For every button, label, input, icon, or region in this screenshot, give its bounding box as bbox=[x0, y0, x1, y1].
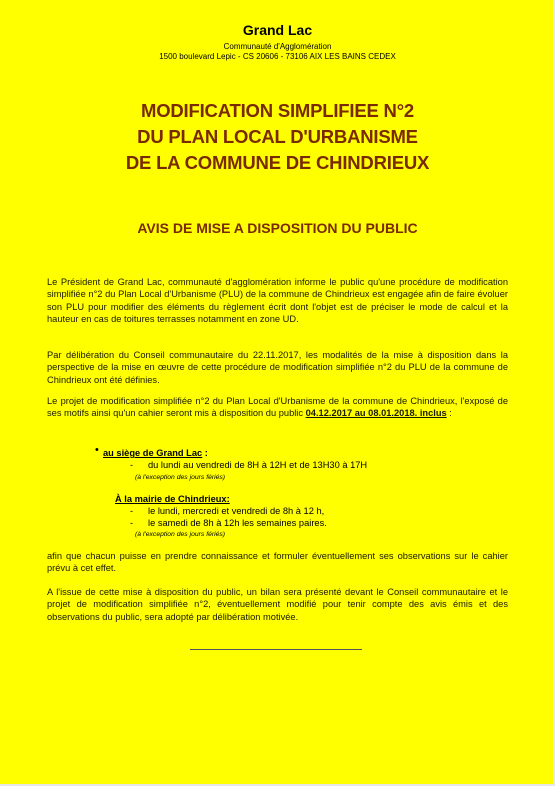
paragraph-intro: Le Président de Grand Lac, communauté d'agglomération informe le public qu'une procédure de modification simplifiée n°2 du Plan Local d'Urbanisme (PLU) de la commune de Chindrieux est engagée afin de faire évoluer son PLU pour modifier des éléments du règlement écrit dont l'objet est de préciser le mode de calcul et la hauteur en cas de toitures terrasses notamment en zone UD. bbox=[47, 277, 508, 325]
availability-colon: : bbox=[446, 408, 452, 419]
title-line-2: DU PLAN LOCAL D'URBANISME bbox=[137, 126, 418, 147]
grand-lac-note: (à l'exception des jours fériés) bbox=[135, 474, 226, 481]
availability-text: Le projet de modification simplifiée n°2 du Plan Local d'Urbanisme de la commune de Chindrieux, l'exposé de ses motifs ainsi qu'un cahier seront mis à disposition du public bbox=[47, 396, 508, 419]
location-grand-lac-colon: : bbox=[202, 448, 208, 458]
paragraph-observations: afin que chacun puisse en prendre connaissance et formuler éventuellement ses observations sur le cahier prévu à cet effet. bbox=[47, 551, 508, 574]
dash-icon: - bbox=[130, 506, 134, 516]
bullet-icon: • bbox=[95, 444, 99, 456]
dash-icon: - bbox=[130, 460, 134, 470]
document-title bbox=[0, 98, 555, 176]
letterhead bbox=[0, 22, 555, 61]
mairie-note: (à l'exception des jours fériés) bbox=[135, 531, 226, 538]
paragraph-availability bbox=[47, 395, 508, 420]
location-grand-lac-title: au siège de Grand Lac bbox=[103, 448, 203, 458]
org-address: 1500 boulevard Lepic - CS 20606 - 73106 AIX LES BAINS CEDEX bbox=[159, 52, 396, 61]
paragraph-deliberation: Par délibération du Conseil communautaire du 22.11.2017, les modalités de la mise à disposition dans la perspective de la mise en œuvre de cette procédure de modification simplifiée n°2 du PLU de la commune de Chindrieux ont été définies. bbox=[47, 350, 508, 385]
availability-dates: 04.12.2017 au 08.01.2018. inclus bbox=[305, 408, 447, 419]
org-subtitle: Communauté d'Agglomération bbox=[223, 42, 332, 51]
location-grand-lac bbox=[103, 447, 208, 459]
location-mairie bbox=[115, 493, 230, 505]
org-name: Grand Lac bbox=[242, 22, 313, 38]
mairie-hours-2: le samedi de 8h à 12h les semaines paires. bbox=[148, 518, 327, 528]
paragraph-conclusion: A l'issue de cette mise à disposition du public, un bilan sera présenté devant le Conseil communautaire et le projet de modification simplifiée n°2, éventuellement modifié pour tenir compte des avis émis et des observations du public, sera adopté par délibération motivée. bbox=[47, 587, 508, 622]
location-mairie-title: À la mairie de Chindrieux: bbox=[115, 494, 230, 504]
title-line-3: DE LA COMMUNE DE CHINDRIEUX bbox=[125, 152, 430, 173]
signature-line bbox=[190, 649, 362, 650]
grand-lac-hours: du lundi au vendredi de 8H à 12H et de 13H30 à 17H bbox=[148, 460, 368, 470]
document-subtitle: AVIS DE MISE A DISPOSITION DU PUBLIC bbox=[137, 220, 418, 236]
dash-icon: - bbox=[130, 518, 134, 528]
title-line-1: MODIFICATION SIMPLIFIEE N°2 bbox=[141, 100, 414, 121]
mairie-hours-1: le lundi, mercredi et vendredi de 8h à 12 h, bbox=[148, 506, 325, 516]
